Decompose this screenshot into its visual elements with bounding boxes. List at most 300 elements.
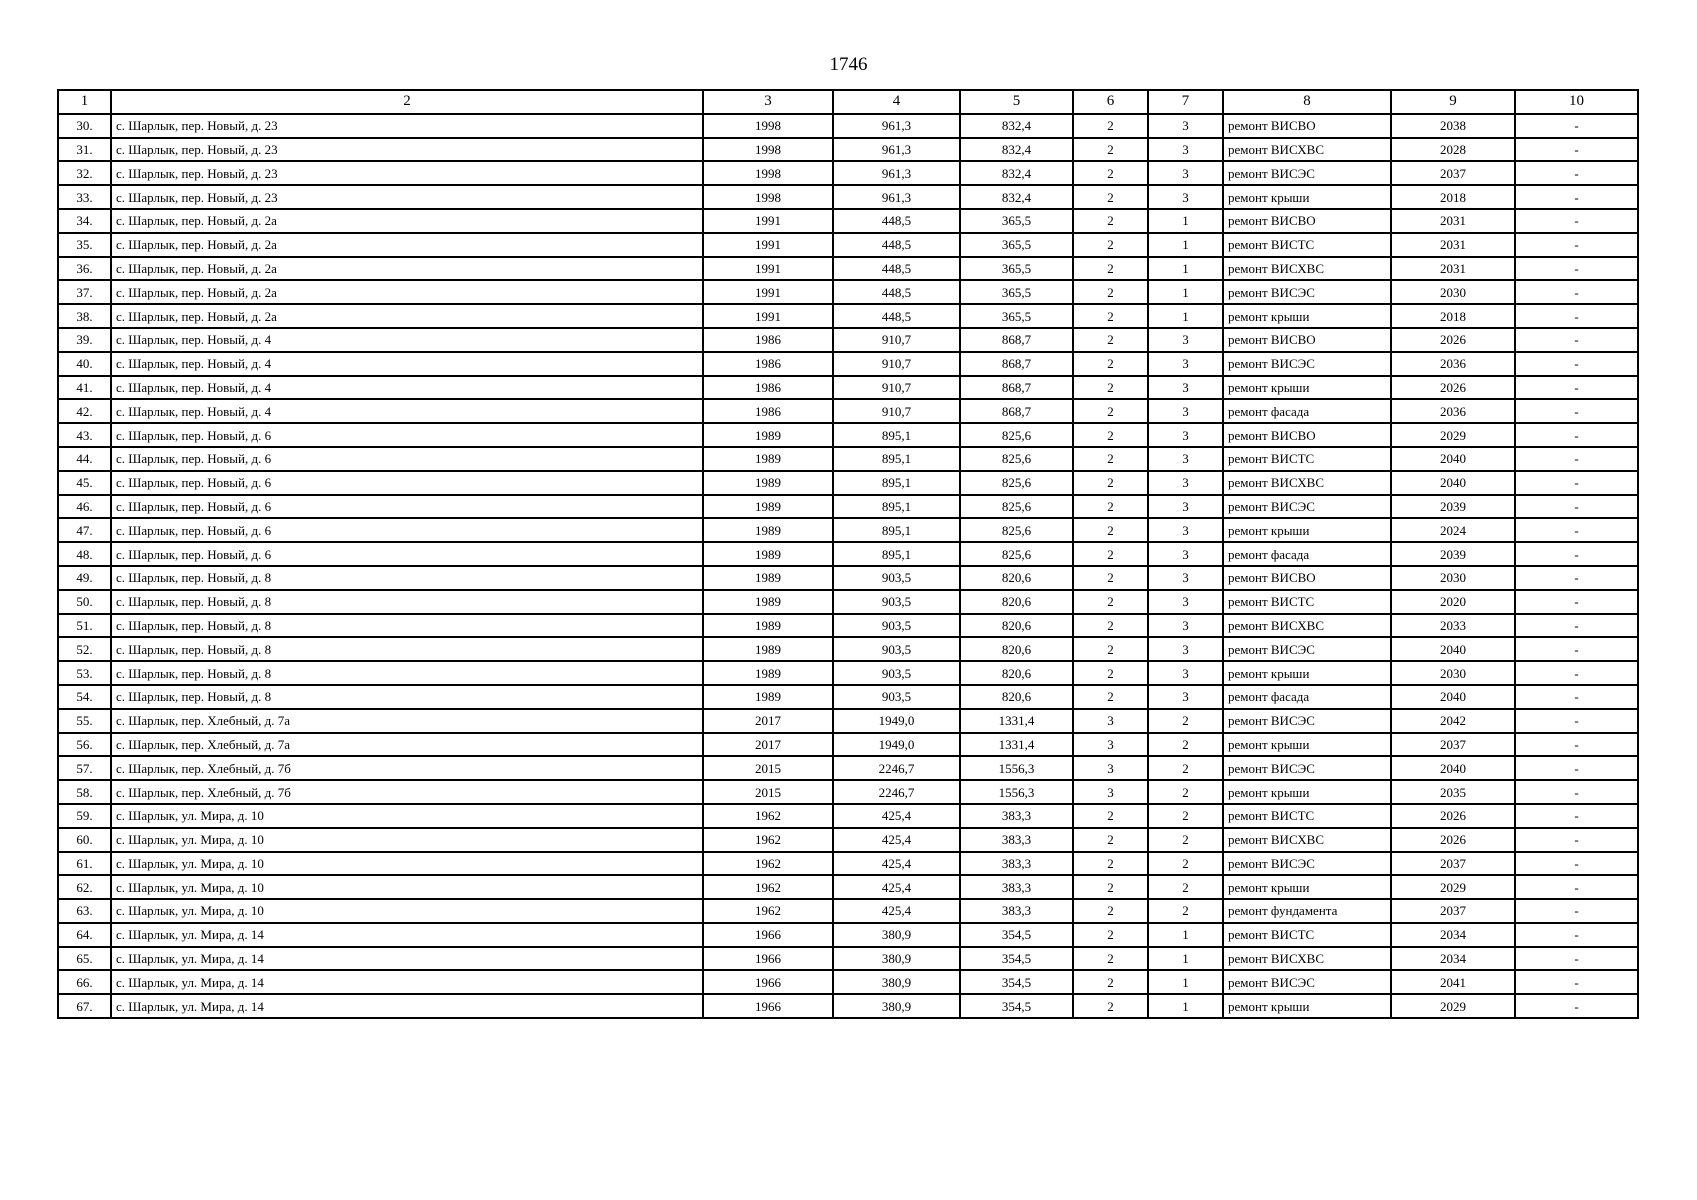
year-cell: 1966	[703, 994, 833, 1018]
year-cell: 1986	[703, 376, 833, 400]
planned-year-cell: 2030	[1391, 280, 1515, 304]
living-area-cell: 820,6	[960, 661, 1073, 685]
entrances-cell: 3	[1148, 423, 1223, 447]
row-number-cell: 53.	[58, 661, 111, 685]
planned-year-cell: 2033	[1391, 614, 1515, 638]
living-area-cell: 1331,4	[960, 733, 1073, 757]
floors-cell: 2	[1073, 637, 1148, 661]
table-row	[58, 804, 1638, 828]
total-area-cell: 903,5	[833, 614, 960, 638]
floors-cell: 2	[1073, 423, 1148, 447]
living-area-cell: 868,7	[960, 328, 1073, 352]
entrances-cell: 1	[1148, 947, 1223, 971]
planned-year-cell: 2029	[1391, 875, 1515, 899]
floors-cell: 3	[1073, 780, 1148, 804]
table-row	[58, 352, 1638, 376]
planned-year-cell: 2040	[1391, 756, 1515, 780]
address-cell: с. Шарлык, ул. Мира, д. 10	[111, 828, 703, 852]
table-row	[58, 852, 1638, 876]
total-area-cell: 961,3	[833, 161, 960, 185]
entrances-cell: 2	[1148, 709, 1223, 733]
planned-year-cell: 2041	[1391, 970, 1515, 994]
year-cell: 1989	[703, 661, 833, 685]
living-area-cell: 365,5	[960, 257, 1073, 281]
planned-year-cell: 2031	[1391, 233, 1515, 257]
table-row	[58, 328, 1638, 352]
living-area-cell: 832,4	[960, 161, 1073, 185]
header-row	[58, 90, 1638, 114]
year-cell: 1991	[703, 209, 833, 233]
entrances-cell: 1	[1148, 923, 1223, 947]
note-cell: -	[1515, 257, 1638, 281]
note-cell: -	[1515, 518, 1638, 542]
total-area-cell: 961,3	[833, 185, 960, 209]
address-cell: с. Шарлык, ул. Мира, д. 14	[111, 994, 703, 1018]
total-area-cell: 903,5	[833, 685, 960, 709]
living-area-cell: 820,6	[960, 685, 1073, 709]
floors-cell: 2	[1073, 185, 1148, 209]
row-number-cell: 51.	[58, 614, 111, 638]
entrances-cell: 1	[1148, 970, 1223, 994]
row-number-cell: 66.	[58, 970, 111, 994]
column-header: 6	[1073, 90, 1148, 114]
address-cell: с. Шарлык, пер. Новый, д. 2а	[111, 280, 703, 304]
address-cell: с. Шарлык, пер. Новый, д. 8	[111, 566, 703, 590]
year-cell: 2017	[703, 733, 833, 757]
total-area-cell: 961,3	[833, 114, 960, 138]
work-type-cell: ремонт ВИСЭС	[1223, 637, 1391, 661]
address-cell: с. Шарлык, пер. Новый, д. 2а	[111, 257, 703, 281]
total-area-cell: 448,5	[833, 304, 960, 328]
table-row	[58, 209, 1638, 233]
floors-cell: 2	[1073, 852, 1148, 876]
entrances-cell: 2	[1148, 804, 1223, 828]
note-cell: -	[1515, 328, 1638, 352]
living-area-cell: 825,6	[960, 542, 1073, 566]
row-number-cell: 43.	[58, 423, 111, 447]
row-number-cell: 48.	[58, 542, 111, 566]
address-cell: с. Шарлык, пер. Новый, д. 23	[111, 114, 703, 138]
planned-year-cell: 2018	[1391, 304, 1515, 328]
living-area-cell: 832,4	[960, 185, 1073, 209]
note-cell: -	[1515, 280, 1638, 304]
total-area-cell: 910,7	[833, 376, 960, 400]
address-cell: с. Шарлык, пер. Новый, д. 23	[111, 185, 703, 209]
floors-cell: 2	[1073, 471, 1148, 495]
planned-year-cell: 2037	[1391, 899, 1515, 923]
entrances-cell: 2	[1148, 733, 1223, 757]
floors-cell: 2	[1073, 447, 1148, 471]
row-number-cell: 33.	[58, 185, 111, 209]
row-number-cell: 52.	[58, 637, 111, 661]
note-cell: -	[1515, 352, 1638, 376]
work-type-cell: ремонт ВИСВО	[1223, 114, 1391, 138]
address-cell: с. Шарлык, ул. Мира, д. 10	[111, 899, 703, 923]
entrances-cell: 2	[1148, 756, 1223, 780]
living-area-cell: 868,7	[960, 352, 1073, 376]
floors-cell: 2	[1073, 233, 1148, 257]
row-number-cell: 39.	[58, 328, 111, 352]
table-row	[58, 923, 1638, 947]
total-area-cell: 903,5	[833, 590, 960, 614]
year-cell: 1962	[703, 828, 833, 852]
work-type-cell: ремонт ВИСХВС	[1223, 257, 1391, 281]
address-cell: с. Шарлык, пер. Новый, д. 2а	[111, 209, 703, 233]
entrances-cell: 3	[1148, 637, 1223, 661]
note-cell: -	[1515, 733, 1638, 757]
address-cell: с. Шарлык, пер. Хлебный, д. 7б	[111, 756, 703, 780]
floors-cell: 2	[1073, 994, 1148, 1018]
table-row	[58, 471, 1638, 495]
note-cell: -	[1515, 376, 1638, 400]
work-type-cell: ремонт крыши	[1223, 994, 1391, 1018]
row-number-cell: 57.	[58, 756, 111, 780]
row-number-cell: 34.	[58, 209, 111, 233]
column-header: 8	[1223, 90, 1391, 114]
address-cell: с. Шарлык, пер. Новый, д. 4	[111, 399, 703, 423]
planned-year-cell: 2037	[1391, 161, 1515, 185]
planned-year-cell: 2024	[1391, 518, 1515, 542]
row-number-cell: 41.	[58, 376, 111, 400]
entrances-cell: 3	[1148, 328, 1223, 352]
floors-cell: 2	[1073, 875, 1148, 899]
address-cell: с. Шарлык, пер. Новый, д. 6	[111, 518, 703, 542]
total-area-cell: 380,9	[833, 923, 960, 947]
address-cell: с. Шарлык, пер. Новый, д. 23	[111, 138, 703, 162]
address-cell: с. Шарлык, ул. Мира, д. 10	[111, 852, 703, 876]
table-row	[58, 947, 1638, 971]
address-cell: с. Шарлык, пер. Новый, д. 2а	[111, 233, 703, 257]
row-number-cell: 65.	[58, 947, 111, 971]
note-cell: -	[1515, 209, 1638, 233]
living-area-cell: 825,6	[960, 471, 1073, 495]
total-area-cell: 425,4	[833, 875, 960, 899]
table-row	[58, 542, 1638, 566]
living-area-cell: 832,4	[960, 114, 1073, 138]
year-cell: 1989	[703, 518, 833, 542]
year-cell: 1989	[703, 542, 833, 566]
living-area-cell: 825,6	[960, 518, 1073, 542]
total-area-cell: 425,4	[833, 899, 960, 923]
planned-year-cell: 2031	[1391, 257, 1515, 281]
address-cell: с. Шарлык, пер. Новый, д. 6	[111, 542, 703, 566]
entrances-cell: 3	[1148, 590, 1223, 614]
floors-cell: 2	[1073, 828, 1148, 852]
note-cell: -	[1515, 471, 1638, 495]
planned-year-cell: 2037	[1391, 852, 1515, 876]
year-cell: 1998	[703, 138, 833, 162]
table-row	[58, 138, 1638, 162]
row-number-cell: 37.	[58, 280, 111, 304]
year-cell: 1991	[703, 304, 833, 328]
table-row	[58, 994, 1638, 1018]
address-cell: с. Шарлык, пер. Хлебный, д. 7а	[111, 733, 703, 757]
address-cell: с. Шарлык, пер. Новый, д. 8	[111, 614, 703, 638]
entrances-cell: 2	[1148, 899, 1223, 923]
work-type-cell: ремонт крыши	[1223, 733, 1391, 757]
column-header: 1	[58, 90, 111, 114]
floors-cell: 2	[1073, 661, 1148, 685]
address-cell: с. Шарлык, ул. Мира, д. 14	[111, 923, 703, 947]
year-cell: 1986	[703, 328, 833, 352]
note-cell: -	[1515, 161, 1638, 185]
floors-cell: 2	[1073, 495, 1148, 519]
entrances-cell: 3	[1148, 542, 1223, 566]
entrances-cell: 3	[1148, 352, 1223, 376]
work-type-cell: ремонт крыши	[1223, 661, 1391, 685]
floors-cell: 2	[1073, 542, 1148, 566]
total-area-cell: 895,1	[833, 542, 960, 566]
total-area-cell: 895,1	[833, 495, 960, 519]
note-cell: -	[1515, 709, 1638, 733]
address-cell: с. Шарлык, ул. Мира, д. 14	[111, 970, 703, 994]
year-cell: 1998	[703, 185, 833, 209]
year-cell: 1962	[703, 875, 833, 899]
note-cell: -	[1515, 804, 1638, 828]
row-number-cell: 50.	[58, 590, 111, 614]
note-cell: -	[1515, 947, 1638, 971]
total-area-cell: 903,5	[833, 637, 960, 661]
planned-year-cell: 2042	[1391, 709, 1515, 733]
address-cell: с. Шарлык, пер. Новый, д. 8	[111, 590, 703, 614]
note-cell: -	[1515, 828, 1638, 852]
table-body	[58, 114, 1638, 1018]
total-area-cell: 2246,7	[833, 780, 960, 804]
work-type-cell: ремонт ВИСВО	[1223, 209, 1391, 233]
planned-year-cell: 2026	[1391, 328, 1515, 352]
floors-cell: 2	[1073, 161, 1148, 185]
entrances-cell: 3	[1148, 566, 1223, 590]
address-cell: с. Шарлык, пер. Новый, д. 6	[111, 495, 703, 519]
address-cell: с. Шарлык, пер. Новый, д. 2а	[111, 304, 703, 328]
work-type-cell: ремонт ВИСХВС	[1223, 947, 1391, 971]
living-area-cell: 354,5	[960, 923, 1073, 947]
note-cell: -	[1515, 114, 1638, 138]
note-cell: -	[1515, 637, 1638, 661]
row-number-cell: 30.	[58, 114, 111, 138]
address-cell: с. Шарлык, пер. Новый, д. 8	[111, 637, 703, 661]
entrances-cell: 1	[1148, 280, 1223, 304]
year-cell: 1962	[703, 804, 833, 828]
living-area-cell: 820,6	[960, 614, 1073, 638]
entrances-cell: 2	[1148, 828, 1223, 852]
note-cell: -	[1515, 423, 1638, 447]
work-type-cell: ремонт ВИСТС	[1223, 923, 1391, 947]
living-area-cell: 825,6	[960, 423, 1073, 447]
year-cell: 2017	[703, 709, 833, 733]
total-area-cell: 448,5	[833, 209, 960, 233]
year-cell: 1998	[703, 161, 833, 185]
living-area-cell: 825,6	[960, 447, 1073, 471]
address-cell: с. Шарлык, пер. Новый, д. 6	[111, 471, 703, 495]
address-cell: с. Шарлык, пер. Новый, д. 6	[111, 447, 703, 471]
note-cell: -	[1515, 780, 1638, 804]
total-area-cell: 425,4	[833, 852, 960, 876]
row-number-cell: 56.	[58, 733, 111, 757]
note-cell: -	[1515, 923, 1638, 947]
planned-year-cell: 2028	[1391, 138, 1515, 162]
row-number-cell: 47.	[58, 518, 111, 542]
repair-schedule-table	[57, 89, 1639, 1019]
note-cell: -	[1515, 233, 1638, 257]
work-type-cell: ремонт ВИСЭС	[1223, 756, 1391, 780]
living-area-cell: 354,5	[960, 970, 1073, 994]
row-number-cell: 63.	[58, 899, 111, 923]
total-area-cell: 380,9	[833, 994, 960, 1018]
total-area-cell: 910,7	[833, 328, 960, 352]
work-type-cell: ремонт ВИСХВС	[1223, 138, 1391, 162]
table-row	[58, 304, 1638, 328]
planned-year-cell: 2039	[1391, 495, 1515, 519]
entrances-cell: 3	[1148, 138, 1223, 162]
year-cell: 1986	[703, 399, 833, 423]
row-number-cell: 55.	[58, 709, 111, 733]
total-area-cell: 895,1	[833, 518, 960, 542]
planned-year-cell: 2040	[1391, 471, 1515, 495]
row-number-cell: 40.	[58, 352, 111, 376]
address-cell: с. Шарлык, пер. Новый, д. 4	[111, 328, 703, 352]
row-number-cell: 59.	[58, 804, 111, 828]
table-row	[58, 637, 1638, 661]
living-area-cell: 825,6	[960, 495, 1073, 519]
work-type-cell: ремонт фундамента	[1223, 899, 1391, 923]
living-area-cell: 365,5	[960, 304, 1073, 328]
table-row	[58, 399, 1638, 423]
total-area-cell: 448,5	[833, 257, 960, 281]
work-type-cell: ремонт ВИСТС	[1223, 590, 1391, 614]
work-type-cell: ремонт ВИСЭС	[1223, 495, 1391, 519]
year-cell: 1989	[703, 471, 833, 495]
total-area-cell: 910,7	[833, 399, 960, 423]
entrances-cell: 3	[1148, 161, 1223, 185]
year-cell: 1989	[703, 614, 833, 638]
work-type-cell: ремонт ВИСХВС	[1223, 614, 1391, 638]
year-cell: 1991	[703, 280, 833, 304]
living-area-cell: 868,7	[960, 376, 1073, 400]
living-area-cell: 354,5	[960, 994, 1073, 1018]
table-row	[58, 257, 1638, 281]
column-header: 5	[960, 90, 1073, 114]
living-area-cell: 1331,4	[960, 709, 1073, 733]
work-type-cell: ремонт крыши	[1223, 518, 1391, 542]
note-cell: -	[1515, 542, 1638, 566]
table-row	[58, 233, 1638, 257]
total-area-cell: 380,9	[833, 970, 960, 994]
row-number-cell: 61.	[58, 852, 111, 876]
note-cell: -	[1515, 685, 1638, 709]
table-row	[58, 590, 1638, 614]
floors-cell: 2	[1073, 923, 1148, 947]
work-type-cell: ремонт ВИСТС	[1223, 233, 1391, 257]
planned-year-cell: 2026	[1391, 376, 1515, 400]
year-cell: 1986	[703, 352, 833, 376]
note-cell: -	[1515, 756, 1638, 780]
entrances-cell: 1	[1148, 257, 1223, 281]
year-cell: 1966	[703, 947, 833, 971]
year-cell: 1991	[703, 257, 833, 281]
row-number-cell: 45.	[58, 471, 111, 495]
floors-cell: 3	[1073, 733, 1148, 757]
planned-year-cell: 2034	[1391, 923, 1515, 947]
planned-year-cell: 2040	[1391, 637, 1515, 661]
year-cell: 1989	[703, 447, 833, 471]
column-header: 9	[1391, 90, 1515, 114]
work-type-cell: ремонт ВИСВО	[1223, 566, 1391, 590]
planned-year-cell: 2036	[1391, 399, 1515, 423]
floors-cell: 2	[1073, 947, 1148, 971]
year-cell: 1989	[703, 566, 833, 590]
note-cell: -	[1515, 970, 1638, 994]
note-cell: -	[1515, 138, 1638, 162]
living-area-cell: 868,7	[960, 399, 1073, 423]
note-cell: -	[1515, 899, 1638, 923]
year-cell: 1989	[703, 495, 833, 519]
work-type-cell: ремонт крыши	[1223, 185, 1391, 209]
work-type-cell: ремонт ВИСЭС	[1223, 352, 1391, 376]
planned-year-cell: 2029	[1391, 994, 1515, 1018]
year-cell: 1991	[703, 233, 833, 257]
floors-cell: 2	[1073, 566, 1148, 590]
note-cell: -	[1515, 614, 1638, 638]
living-area-cell: 383,3	[960, 852, 1073, 876]
year-cell: 1962	[703, 899, 833, 923]
total-area-cell: 425,4	[833, 828, 960, 852]
floors-cell: 2	[1073, 304, 1148, 328]
row-number-cell: 58.	[58, 780, 111, 804]
work-type-cell: ремонт фасада	[1223, 399, 1391, 423]
living-area-cell: 820,6	[960, 590, 1073, 614]
table-row	[58, 423, 1638, 447]
planned-year-cell: 2038	[1391, 114, 1515, 138]
living-area-cell: 365,5	[960, 209, 1073, 233]
address-cell: с. Шарлык, ул. Мира, д. 10	[111, 875, 703, 899]
work-type-cell: ремонт крыши	[1223, 376, 1391, 400]
floors-cell: 2	[1073, 209, 1148, 233]
note-cell: -	[1515, 590, 1638, 614]
note-cell: -	[1515, 994, 1638, 1018]
table-row	[58, 114, 1638, 138]
work-type-cell: ремонт крыши	[1223, 304, 1391, 328]
table-row	[58, 970, 1638, 994]
entrances-cell: 3	[1148, 471, 1223, 495]
year-cell: 2015	[703, 756, 833, 780]
year-cell: 1966	[703, 923, 833, 947]
note-cell: -	[1515, 852, 1638, 876]
work-type-cell: ремонт ВИСТС	[1223, 447, 1391, 471]
row-number-cell: 31.	[58, 138, 111, 162]
floors-cell: 2	[1073, 970, 1148, 994]
floors-cell: 3	[1073, 709, 1148, 733]
planned-year-cell: 2034	[1391, 947, 1515, 971]
living-area-cell: 365,5	[960, 280, 1073, 304]
year-cell: 2015	[703, 780, 833, 804]
planned-year-cell: 2029	[1391, 423, 1515, 447]
note-cell: -	[1515, 495, 1638, 519]
entrances-cell: 2	[1148, 875, 1223, 899]
entrances-cell: 3	[1148, 661, 1223, 685]
living-area-cell: 383,3	[960, 804, 1073, 828]
work-type-cell: ремонт ВИСЭС	[1223, 709, 1391, 733]
planned-year-cell: 2030	[1391, 566, 1515, 590]
work-type-cell: ремонт ВИСХВС	[1223, 828, 1391, 852]
address-cell: с. Шарлык, пер. Новый, д. 8	[111, 685, 703, 709]
table-row	[58, 756, 1638, 780]
total-area-cell: 448,5	[833, 280, 960, 304]
table-row	[58, 185, 1638, 209]
floors-cell: 2	[1073, 328, 1148, 352]
entrances-cell: 2	[1148, 780, 1223, 804]
row-number-cell: 60.	[58, 828, 111, 852]
